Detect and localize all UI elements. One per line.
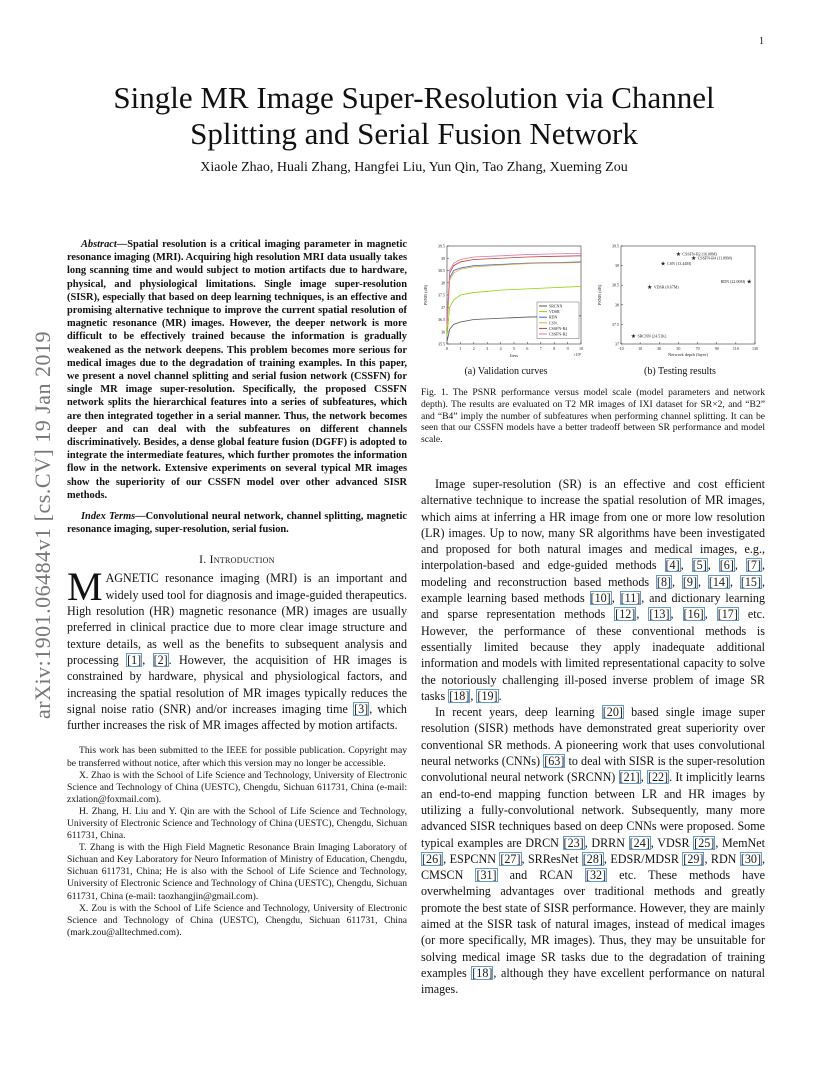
right-body bbox=[421, 476, 765, 998]
figure-caption: Fig. 1. The PSNR performance versus model scale (model parameters and network depth). The results are evaluated on T2 MR images of IXI dataset for SR×2, and “B2” and “B4” imply the number of subfeatures when performing channel splitting. It can be seen that our CSSFN models have a better tradeoff between SR performance and model scale. bbox=[421, 387, 765, 446]
scatter-point: ★ bbox=[660, 261, 666, 268]
y-tick-label: 36.5 bbox=[438, 317, 445, 322]
drop-cap: M bbox=[67, 564, 103, 610]
arxiv-id: arXiv:1901.06484v1 [cs.CV] 19 Jan 2019 bbox=[30, 330, 56, 720]
citation-link[interactable]: [22] bbox=[647, 770, 669, 785]
footnote: X. Zhao is with the School of Life Science and Technology, University of Electronic Science and Technology of China (UESTC), Chengdu, Sichuan 611731, China (e-mail: zxlation@foxmail.com). bbox=[67, 769, 407, 805]
page-number: 1 bbox=[759, 36, 764, 47]
title-line-1: Single MR Image Super-Resolution via Channel bbox=[113, 80, 715, 115]
x-tick-label: 0 bbox=[446, 346, 448, 351]
footnotes bbox=[67, 745, 407, 939]
x-tick-label: 50 bbox=[676, 346, 681, 351]
x-tick-label: 4 bbox=[499, 346, 502, 351]
y-tick-label: 37.5 bbox=[612, 321, 619, 327]
scatter-point: ★ bbox=[647, 285, 653, 292]
footnote: X. Zou is with the School of Life Science and Technology, University of Electronic Science and Technology of China (UESTC), Chengdu, Sichuan 611731, China (mark.zou@alltechmed.com). bbox=[67, 902, 407, 938]
y-tick-label: 38.5 bbox=[438, 268, 445, 273]
x-tick-label: 7 bbox=[539, 346, 542, 351]
scatter-point: ★ bbox=[746, 279, 752, 286]
x-tick-label: -10 bbox=[618, 346, 624, 351]
citation-link[interactable]: [18] bbox=[472, 965, 493, 980]
testing-results-chart bbox=[595, 240, 765, 360]
intro-text: AGNETIC resonance imaging (MRI) is an important and widely used tool for diagnosis and image-guided therapeutics. High resolution (HR) magnetic resonance (MR) images are usually preferred in clinical practice due to more clear image structure and texture details, as well as the benefits to subsequent analysis and processing [1], [2]. However, the acquisition of HR images is constrained by hardware, physical and physiological factors, and increasing the spatial resolution of MR images typically reduces the signal noise ratio (SNR) and/or increases imaging time [3], which further increases the risk of MR images affected by motion artifacts. bbox=[67, 571, 408, 733]
citation-link[interactable]: [29] bbox=[683, 851, 704, 866]
legend-entry: SRCNN bbox=[549, 303, 563, 309]
x-tick-label: 30 bbox=[657, 346, 662, 351]
legend-entry: CSSFN-B4 bbox=[549, 325, 568, 331]
index-terms-label: Index Terms bbox=[81, 511, 136, 523]
citation-link[interactable]: [8] bbox=[656, 574, 672, 589]
x-tick-label: 130 bbox=[752, 346, 758, 351]
citation-link[interactable]: [2] bbox=[153, 652, 168, 667]
author-list: Xiaole Zhao, Huali Zhang, Hangfei Liu, Yun Qin, Tao Zhang, Xueming Zou bbox=[200, 160, 628, 175]
legend-entry: CSSFN-B2 bbox=[549, 331, 568, 337]
citation-link[interactable]: [13] bbox=[649, 607, 670, 622]
validation-curves-chart bbox=[421, 240, 591, 360]
citation-link[interactable]: [23] bbox=[563, 835, 584, 850]
point-label: CSSFN-B2 (16.08M) bbox=[682, 251, 717, 257]
intro-paragraph bbox=[67, 564, 408, 733]
title-line-2: Splitting and Serial Fusion Network bbox=[190, 116, 638, 151]
arxiv-stamp bbox=[28, 292, 58, 758]
x-tick-label: 3 bbox=[486, 346, 489, 351]
citation-link[interactable]: [63] bbox=[544, 754, 565, 769]
y-tick-label: 38 bbox=[441, 280, 445, 286]
citation-link[interactable]: [1] bbox=[127, 652, 142, 667]
citation-link[interactable]: [28] bbox=[582, 851, 603, 866]
footnote: T. Zhang is with the High Field Magnetic Resonance Brain Imaging Laboratory of Sichuan and Key Laboratory for Neuro Information of Ministry of Education, Chengdu, Sichuan 611731, China; He is also with the School of Life Science and Technology, University of Electronic Science and Technology of China (UESTC), Chengdu, Sichuan 611731, China (e-mail: taozhangjin@gmail.com). bbox=[67, 842, 407, 902]
abstract-label: Abstract bbox=[81, 239, 117, 250]
x-tick-label: 1 bbox=[459, 346, 462, 351]
y-tick-label: 39 bbox=[441, 255, 445, 261]
abstract-text: —Spatial resolution is a critical imaging parameter in magnetic resonance imaging (MRI). Acquiring high resolution MRI data usually takes long scanning time and would subject to motion artifacts due to hardware, physical, and physiological limitations. Single image super-resolution (SISR), especially that based on deep learning techniques, is an effective and promising alternative technique to improve the current spatial resolution of magnetic resonance (MR) images. However, the deeper network is more difficult to be effectively trained because the information is gradually weakened as the network deepens. This problem becomes more serious for medical images due to the degradation of training examples. In this paper, we present a novel channel splitting and serial fusion network (CSSFN) for single MR image super-resolution. Specifically, the proposed CSSFN network splits the hierarchical features into a series of subfeatures, which are then integrated together in a serial manner. Thus, the network becomes deeper and can deal with the subfeatures on different channels discriminatively. Besides, a dense global feature fusion (DGFF) is adopted to integrate the intermediate features, which further promotes the information flow in the network. Extensive experiments on several typical MR images show the superiority of our CSSFN model over other advanced SISR methods. bbox=[67, 239, 407, 501]
citation-link[interactable]: [21] bbox=[619, 770, 640, 785]
x-tick-label: 9 bbox=[566, 346, 569, 351]
scatter-point: ★ bbox=[630, 334, 637, 341]
y-tick-label: 36 bbox=[441, 329, 445, 335]
x-axis-unit: ×10⁵ bbox=[573, 352, 581, 357]
x-tick-label: 110 bbox=[732, 346, 739, 351]
paragraph-deep-learning: In recent years, deep learning [20] based single image super resolution (SISR) methods have demonstrated great superiority over conventional SR methods. A pioneering work that uses convolutional neural networks (CNNs) [63] to deal with SISR is the super-resolution convolutional neural network (SRCNN) [21], [22]. It implicitly learns an end-to-end mapping function between LR and HR images by utilizing a fully-convolutional network. Subsequently, many more advanced SISR techniques based on deep CNNs were proposed. Some typical examples are DRCN [23], DRRN [24], VDSR [25], MemNet [26], ESPCNN [27], SRResNet [28], EDSR/MDSR [29], RDN [30], CMSCN [31] and RCAN [32] etc. These methods have overwhelming advantages over traditional methods and greatly promote the best state of SISR performance. However, they are mainly aimed at the SISR task of natural images, instead of medical images (or more specifically, MR images). Thus, they may be unsuitable for solving medical image SR tasks due to the degradation of training examples [18], although they have excellent performance on natural images. bbox=[421, 705, 766, 997]
subfigure-b bbox=[595, 240, 765, 377]
point-label: RDN (22.00M) bbox=[720, 278, 746, 284]
citation-link[interactable]: [11] bbox=[620, 591, 641, 606]
citation-link[interactable]: [19] bbox=[477, 688, 498, 703]
paragraph-image-sr: Image super-resolution (SR) is an effective and cost efficient alternative technique to increase the spatial resolution of MR images, which aims at inferring a HR image from one or more low resolution (LR) images. Up to now, many SR algorithms have been investigated and proposed for both natural images and medical images, e.g., interpolation-based and edge-guided methods [4], [5], [6], [7], modeling and reconstruction based methods [8], [9], [14], [15], example learning based methods [10], [11], and dictionary learning and sparse representation methods [12], [13], [16], [17] etc. However, the performance of these conventional methods is essentially limited because they apply inadequate additional information and models with limited representational capacity to solve the notoriously challenging ill-posed inverse problem of image SR tasks [18], [19]. bbox=[421, 476, 766, 703]
footnote: H. Zhang, H. Liu and Y. Qin are with the School of Life Science and Technology, University of Electronic Science and Technology of China (UESTC), Chengdu, Sichuan 611731, China. bbox=[67, 805, 407, 842]
footnote: This work has been submitted to the IEEE for possible publication. Copyright may be transferred without notice, after which this version may no longer be accessible. bbox=[67, 745, 407, 769]
scatter-point: ★ bbox=[675, 251, 682, 258]
citation-link[interactable]: [15] bbox=[740, 574, 761, 589]
citation-link[interactable]: [14] bbox=[708, 574, 729, 589]
point-label: CSN (13.44M) bbox=[667, 261, 692, 267]
x-axis-label: Network depth (layer) bbox=[668, 352, 708, 357]
y-tick-label: 35.5 bbox=[438, 341, 445, 347]
citation-link[interactable]: [3] bbox=[354, 701, 369, 716]
subcaption-a: (a) Validation curves bbox=[464, 366, 548, 377]
citation-link[interactable]: [32] bbox=[585, 868, 607, 883]
citation-link[interactable]: [25] bbox=[694, 835, 715, 850]
citation-link[interactable]: [12] bbox=[615, 607, 636, 622]
right-column bbox=[421, 240, 765, 997]
y-tick-label: 37 bbox=[441, 304, 445, 310]
citation-link[interactable]: [30] bbox=[740, 851, 761, 866]
x-tick-label: 8 bbox=[553, 346, 556, 351]
citation-link[interactable]: [10] bbox=[590, 591, 611, 606]
paper-title bbox=[60, 80, 768, 152]
citation-link[interactable]: [7] bbox=[746, 558, 761, 573]
x-axis-label: Iters bbox=[510, 353, 518, 358]
y-axis-label: PSNR (dB) bbox=[597, 284, 602, 306]
citation-link[interactable]: [31] bbox=[476, 868, 497, 883]
x-tick-label: 5 bbox=[513, 346, 515, 351]
x-tick-label: 2 bbox=[472, 346, 475, 351]
subfigure-a bbox=[421, 240, 591, 377]
index-terms-text: —Convolutional neural network, channel splitting, magnetic resonance imaging, super-resolution, serial fusion. bbox=[67, 511, 407, 536]
citation-link[interactable]: [18] bbox=[449, 688, 470, 703]
point-label: VDSR (0.67M) bbox=[653, 284, 679, 290]
y-tick-label: 39.5 bbox=[438, 243, 445, 249]
citation-link[interactable]: [26] bbox=[422, 851, 443, 866]
index-terms bbox=[67, 510, 407, 536]
x-tick-label: 70 bbox=[695, 346, 700, 351]
citation-link[interactable]: [4] bbox=[665, 558, 680, 573]
scatter-point: ★ bbox=[691, 255, 697, 262]
citation-link[interactable]: [27] bbox=[500, 851, 521, 866]
y-tick-label: 38 bbox=[615, 302, 619, 308]
y-tick-label: 37.5 bbox=[438, 292, 445, 298]
y-tick-label: 38.5 bbox=[612, 282, 619, 288]
section-heading: I. Introduction bbox=[199, 554, 275, 567]
y-tick-label: 39 bbox=[615, 263, 619, 269]
point-label: CSSFN-B4 (11.89M) bbox=[697, 255, 733, 261]
legend-entry: CSN bbox=[549, 320, 557, 326]
y-axis-label: PSNR (dB) bbox=[423, 284, 428, 306]
subcaption-b: (b) Testing results bbox=[644, 366, 716, 377]
citation-link[interactable]: [20] bbox=[602, 705, 623, 720]
y-tick-label: 39.5 bbox=[612, 243, 619, 249]
x-tick-label: 90 bbox=[714, 346, 719, 351]
legend-entry: VDSR bbox=[549, 309, 560, 315]
x-tick-label: 6 bbox=[526, 346, 529, 351]
citation-link[interactable]: [6] bbox=[719, 558, 734, 573]
figure-1 bbox=[421, 240, 765, 377]
citation-link[interactable]: [16] bbox=[683, 607, 704, 622]
legend-entry: RDN bbox=[549, 314, 558, 320]
citation-link[interactable]: [24] bbox=[629, 835, 650, 850]
point-label: SRCNN (24.51K) bbox=[637, 333, 667, 339]
abstract bbox=[67, 238, 407, 502]
x-tick-label: 10 bbox=[638, 346, 643, 351]
citation-link[interactable]: [9] bbox=[682, 574, 697, 589]
citation-link[interactable]: [17] bbox=[717, 607, 738, 622]
x-tick-label: 10 bbox=[579, 346, 583, 351]
left-column bbox=[67, 238, 407, 939]
citation-link[interactable]: [5] bbox=[692, 558, 707, 573]
y-tick-label: 37 bbox=[615, 341, 619, 347]
